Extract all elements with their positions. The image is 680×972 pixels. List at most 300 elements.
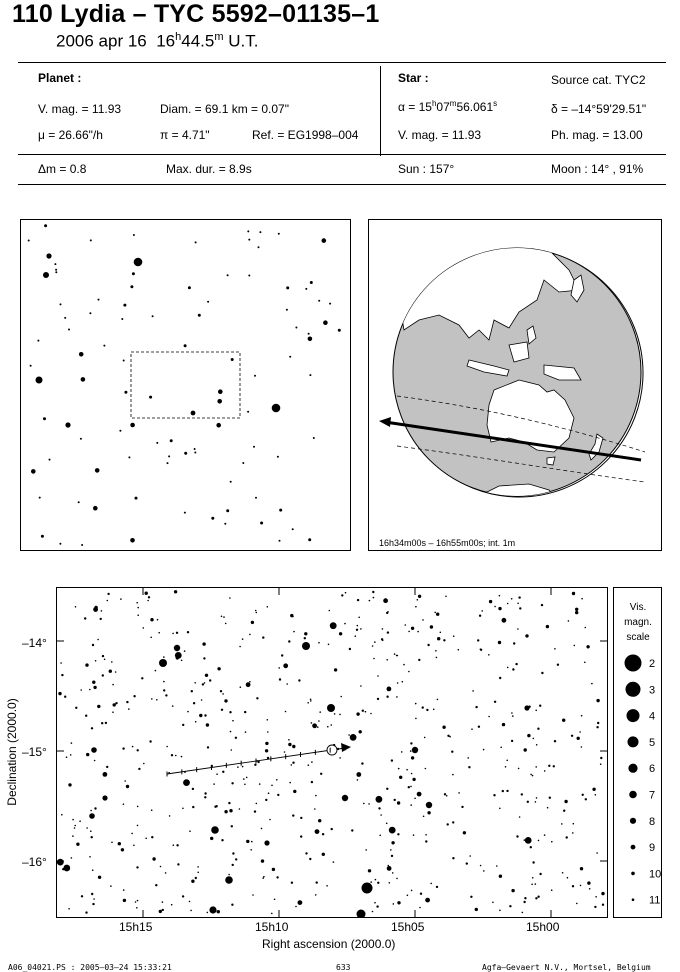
chart-star — [418, 659, 420, 661]
chart-star — [452, 857, 454, 859]
chart-star — [415, 703, 417, 705]
chart-star — [572, 832, 574, 834]
chart-star — [544, 834, 546, 836]
finder-bright-star — [191, 411, 196, 416]
chart-star — [594, 906, 596, 908]
chart-star — [551, 889, 553, 891]
finder-star — [292, 528, 294, 530]
chart-star — [213, 783, 215, 785]
header-rule-top — [18, 62, 666, 63]
chart-star — [357, 625, 359, 627]
chart-star — [379, 835, 381, 837]
chart-star — [344, 623, 346, 625]
chart-star — [597, 722, 599, 724]
chart-star — [304, 632, 307, 635]
star-ra-m-unit: m — [449, 99, 457, 108]
chart-star — [222, 771, 224, 773]
delta-magnitude: Δm = 0.8 — [38, 162, 87, 176]
chart-star — [447, 735, 449, 737]
chart-star — [192, 788, 194, 790]
scale-label-mag-2: 2 — [649, 658, 656, 670]
chart-star — [151, 809, 153, 811]
chart-star — [311, 761, 313, 763]
chart-star — [261, 859, 264, 862]
chart-star — [581, 598, 583, 600]
globe-time-caption: 16h34m00s – 16h55m00s; int. 1m — [379, 538, 516, 548]
finder-star — [184, 344, 187, 347]
chart-star — [85, 911, 87, 913]
chart-star — [93, 686, 96, 689]
chart-star — [137, 614, 139, 616]
chart-star — [368, 803, 370, 805]
finder-bright-star — [43, 272, 49, 278]
finder-star — [64, 317, 66, 319]
chart-star — [85, 715, 87, 717]
chart-star — [74, 825, 76, 827]
scale-dot-mag-5 — [628, 736, 639, 747]
finder-star — [132, 272, 135, 275]
chart-star — [136, 907, 138, 909]
chart-star — [228, 874, 230, 876]
chart-star — [405, 624, 407, 626]
chart-star — [577, 737, 580, 740]
chart-star — [128, 708, 130, 710]
chart-star — [502, 723, 505, 726]
finder-star — [55, 271, 57, 273]
chart-star — [133, 845, 135, 847]
chart-star — [89, 856, 91, 858]
scale-dot-mag-10 — [631, 872, 635, 876]
chart-star — [483, 749, 485, 751]
chart-bright-star — [327, 704, 335, 712]
chart-star — [446, 795, 448, 797]
finder-star — [322, 238, 327, 243]
chart-star — [378, 807, 380, 809]
chart-star — [267, 719, 269, 721]
chart-star — [176, 632, 178, 634]
chart-star — [368, 869, 371, 872]
chart-bright-star — [89, 813, 95, 819]
chart-star — [585, 627, 587, 629]
chart-star — [356, 772, 361, 777]
chart-star — [216, 773, 218, 775]
chart-star — [442, 726, 445, 729]
chart-star — [436, 613, 439, 616]
chart-star — [120, 598, 122, 600]
chart-star — [360, 685, 362, 687]
chart-star — [187, 711, 189, 713]
chart-star — [272, 868, 275, 871]
chart-star — [376, 905, 378, 907]
chart-star — [396, 878, 398, 880]
chart-star — [369, 600, 371, 602]
chart-star — [402, 681, 404, 683]
chart-star — [592, 788, 595, 791]
chart-star — [295, 906, 297, 908]
chart-star — [458, 792, 460, 794]
chart-star — [581, 746, 583, 748]
finder-star — [43, 417, 46, 420]
finder-star — [254, 375, 256, 377]
chart-star — [94, 807, 96, 809]
chart-star — [75, 606, 77, 608]
finder-star — [60, 303, 62, 305]
chart-star — [381, 638, 383, 640]
chart-star — [197, 866, 199, 868]
chart-star — [181, 756, 183, 758]
chart-star — [496, 865, 498, 867]
occulted-star-marker — [327, 745, 337, 755]
chart-star — [463, 831, 466, 834]
chart-star — [136, 602, 138, 604]
chart-star — [566, 836, 568, 838]
chart-star — [244, 784, 246, 786]
chart-star — [546, 625, 549, 628]
chart-star — [531, 884, 533, 886]
chart-star — [300, 817, 302, 819]
chart-star — [535, 883, 537, 885]
chart-star — [229, 597, 231, 599]
chart-star — [589, 888, 591, 890]
chart-star — [246, 682, 251, 687]
chart-star — [528, 706, 530, 708]
chart-star — [150, 618, 153, 621]
chart-star — [414, 798, 416, 800]
finder-star — [59, 543, 61, 545]
finder-star — [198, 314, 201, 317]
chart-star — [183, 779, 190, 786]
chart-star — [515, 663, 517, 665]
chart-star — [276, 779, 278, 781]
chart-star — [418, 595, 421, 598]
chart-star — [224, 810, 227, 813]
chart-star — [408, 786, 410, 788]
chart-star — [533, 738, 535, 740]
chart-star — [300, 835, 302, 837]
chart-star — [137, 825, 139, 827]
chart-star — [61, 674, 63, 676]
chart-star — [91, 836, 93, 838]
chart-star — [256, 697, 258, 699]
chart-star — [322, 853, 325, 856]
chart-star — [506, 760, 508, 762]
chart-star — [585, 798, 587, 800]
chart-star — [356, 629, 358, 631]
finder-star — [289, 356, 291, 358]
finder-star — [318, 300, 320, 302]
chart-star — [351, 829, 353, 831]
finder-star — [194, 448, 196, 450]
chart-star — [549, 797, 551, 799]
chart-star — [276, 876, 278, 878]
chart-star — [488, 654, 490, 656]
chart-star — [408, 631, 410, 633]
chart-star — [422, 706, 424, 708]
chart-star — [315, 829, 320, 834]
chart-star — [169, 815, 171, 817]
chart-star — [393, 903, 395, 905]
chart-star — [420, 893, 422, 895]
chart-star — [417, 792, 422, 797]
chart-star — [516, 835, 518, 837]
chart-star — [525, 837, 532, 844]
chart-star — [444, 793, 446, 795]
chart-star — [101, 722, 103, 724]
finder-star — [79, 352, 84, 357]
chart-star — [576, 612, 578, 614]
chart-star — [175, 755, 177, 757]
chart-star — [293, 631, 295, 633]
chart-star — [394, 799, 396, 801]
chart-star — [445, 596, 447, 598]
scale-title-line2: magn. — [624, 617, 652, 628]
chart-star — [268, 792, 270, 794]
chart-star — [86, 827, 88, 829]
chart-star — [423, 816, 425, 818]
chart-star — [291, 764, 293, 766]
finder-star — [279, 540, 281, 542]
chart-star — [391, 855, 393, 857]
chart-star — [204, 792, 206, 794]
chart-star — [537, 896, 539, 898]
chart-bright-star — [211, 826, 219, 834]
chart-bright-star — [357, 910, 366, 918]
chart-star — [102, 674, 104, 676]
chart-star — [554, 740, 556, 742]
footer-printer: Agfa–Gevaert N.V., Mortsel, Belgium — [482, 963, 651, 972]
chart-star — [553, 765, 555, 767]
planet-diameter: Diam. = 69.1 km = 0.07" — [160, 102, 289, 116]
chart-star — [71, 742, 73, 744]
chart-star — [72, 835, 74, 837]
chart-star — [502, 618, 507, 623]
chart-star — [419, 907, 421, 909]
chart-star — [365, 711, 367, 713]
chart-star — [123, 803, 125, 805]
finder-star — [103, 345, 105, 347]
chart-star — [304, 637, 306, 639]
chart-star — [386, 696, 388, 698]
chart-star — [572, 885, 574, 887]
chart-star — [410, 742, 412, 744]
chart-star — [256, 612, 258, 614]
finder-star — [230, 481, 232, 483]
chart-star — [156, 699, 158, 701]
chart-star — [70, 754, 72, 756]
chart-star — [373, 658, 375, 660]
finder-star — [119, 430, 121, 432]
chart-star — [318, 819, 321, 822]
chart-star — [138, 768, 140, 770]
chart-star — [411, 627, 414, 630]
chart-star — [407, 895, 409, 897]
finder-star — [217, 399, 222, 404]
chart-star — [64, 696, 66, 698]
sun-elongation: Sun : 157° — [398, 162, 455, 176]
finder-star — [168, 455, 170, 457]
chart-star — [524, 897, 526, 899]
chart-star — [158, 632, 160, 634]
chart-star — [579, 731, 581, 733]
chart-star — [162, 901, 164, 903]
chart-star — [92, 681, 95, 684]
chart-star — [90, 830, 92, 832]
chart-star — [112, 684, 114, 686]
finder-star — [130, 423, 135, 428]
chart-star — [397, 901, 400, 904]
chart-star — [410, 804, 412, 806]
chart-star — [136, 866, 138, 868]
chart-star — [417, 631, 419, 633]
finder-star — [31, 469, 36, 474]
chart-star — [499, 875, 502, 878]
chart-star — [182, 895, 184, 897]
chart-star — [480, 865, 482, 867]
chart-star — [410, 786, 412, 788]
chart-star — [98, 876, 101, 879]
chart-star — [221, 709, 223, 711]
chart-star — [217, 910, 220, 913]
chart-star — [171, 904, 173, 906]
chart-star — [391, 841, 394, 844]
chart-star — [584, 662, 586, 664]
chart-star — [372, 591, 374, 593]
chart-star — [478, 726, 480, 728]
finder-star — [41, 535, 44, 538]
scale-title-line1: Vis. — [629, 602, 647, 613]
magnitude-scale — [614, 588, 661, 917]
chart-star — [499, 910, 501, 912]
chart-star — [267, 606, 269, 608]
chart-star — [434, 612, 436, 614]
star-chart — [57, 588, 607, 917]
planet-parallax: π = 4.71" — [160, 128, 210, 142]
chart-star — [488, 716, 490, 718]
chart-star — [360, 628, 362, 630]
chart-star — [466, 862, 468, 864]
finder-star — [37, 340, 39, 342]
chart-star — [374, 641, 376, 643]
chart-star — [507, 667, 509, 669]
chart-star — [84, 617, 86, 619]
chart-star — [468, 766, 470, 768]
chart-star — [536, 797, 538, 799]
chart-star — [265, 742, 268, 745]
chart-star — [390, 849, 392, 851]
finder-star — [30, 365, 32, 367]
chart-star — [210, 837, 213, 840]
chart-star — [437, 699, 439, 701]
chart-star — [292, 745, 295, 748]
chart-star — [386, 788, 388, 790]
chart-star — [205, 674, 208, 677]
chart-star — [252, 894, 254, 896]
finder-star — [248, 239, 250, 241]
chart-star — [424, 737, 426, 739]
chart-star — [68, 783, 71, 786]
scale-label-mag-10: 10 — [649, 868, 661, 881]
chart-star — [163, 681, 165, 683]
star-declination: δ = –14°59'29.51" — [551, 102, 647, 116]
chart-star — [95, 660, 97, 662]
chart-star — [278, 667, 280, 669]
chart-star — [133, 695, 135, 697]
chart-star — [203, 657, 205, 659]
chart-star — [195, 877, 197, 879]
chart-star — [163, 689, 165, 691]
chart-star — [524, 748, 527, 751]
chart-star — [357, 599, 359, 601]
finder-chart — [21, 220, 350, 550]
finder-bright-star — [46, 253, 51, 258]
chart-star — [511, 740, 513, 742]
chart-star — [345, 592, 347, 594]
finder-star — [28, 240, 30, 242]
finder-star — [39, 497, 41, 499]
finder-star — [123, 304, 126, 307]
chart-star — [151, 836, 153, 838]
x-tick-15h15: 15h15 — [119, 920, 153, 934]
chart-star — [61, 814, 63, 816]
chart-star — [220, 690, 222, 692]
chart-star — [562, 872, 564, 874]
chart-star — [265, 799, 267, 801]
chart-star — [406, 769, 408, 771]
chart-star — [580, 867, 583, 870]
chart-star — [240, 686, 242, 688]
chart-star — [137, 607, 139, 609]
chart-star — [182, 808, 184, 810]
finder-star — [90, 239, 92, 241]
chart-bright-star — [362, 883, 373, 894]
chart-star — [62, 868, 64, 870]
chart-star — [314, 808, 316, 810]
chart-star — [492, 902, 494, 904]
chart-bright-star — [412, 747, 418, 753]
chart-star — [239, 646, 241, 648]
chart-star — [284, 751, 286, 753]
chart-star — [182, 724, 184, 726]
chart-star — [425, 898, 430, 903]
scale-dot-mag-4 — [627, 709, 640, 722]
chart-star — [267, 731, 269, 733]
chart-star — [103, 772, 108, 777]
star-ra-s-unit: s — [493, 99, 498, 108]
star-heading: Star : — [398, 71, 429, 85]
chart-star — [89, 689, 91, 691]
chart-star — [309, 858, 311, 860]
finder-star — [95, 468, 100, 473]
chart-star — [111, 842, 113, 844]
chart-star — [166, 746, 168, 748]
chart-star — [511, 712, 513, 714]
header-divider — [380, 66, 381, 156]
chart-star — [58, 692, 61, 695]
chart-star — [326, 885, 328, 887]
chart-star — [517, 603, 519, 605]
x-tick-15h10: 15h10 — [255, 920, 289, 934]
max-duration: Max. dur. = 8.9s — [166, 162, 252, 176]
finder-bright-star — [134, 258, 143, 267]
chart-star — [91, 893, 93, 895]
chart-star — [92, 903, 94, 905]
chart-star — [479, 615, 481, 617]
header-rule-bottom — [18, 184, 666, 185]
finder-star — [308, 337, 313, 342]
star-right-ascension — [398, 99, 497, 114]
chart-star — [187, 631, 189, 633]
chart-star — [331, 724, 333, 726]
